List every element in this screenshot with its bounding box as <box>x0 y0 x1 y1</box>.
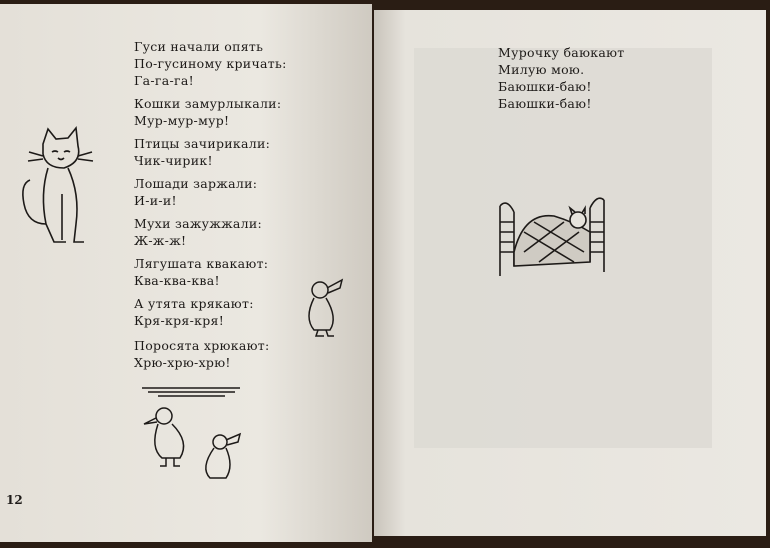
verse-line: Лошади заржали: <box>134 176 258 191</box>
verse-line: Чик-чирик! <box>134 153 213 168</box>
verse-line: Поросята хрюкают: <box>134 338 270 353</box>
duckling-illustration <box>300 274 350 340</box>
cat-illustration <box>18 124 102 246</box>
stanza-birds <box>134 135 270 169</box>
verse-line: Птицы зачирикали: <box>134 136 271 151</box>
verse-line: Баюшки-баю! <box>498 79 592 94</box>
verse-line: Кря-кря-кря! <box>134 313 225 328</box>
verse-line: По-гусиному кричать: <box>134 56 287 71</box>
stanza-flies <box>134 215 262 249</box>
verse-line: Мурочку баюкают <box>498 45 625 60</box>
verse-line: Кошки замурлыкали: <box>134 96 282 111</box>
ducklings-illustration <box>140 382 250 482</box>
stanza-frogs <box>134 255 268 289</box>
stanza-piglets <box>134 337 270 371</box>
verse-line: И-и-и! <box>134 193 177 208</box>
verse-line: Га-га-га! <box>134 73 194 88</box>
verse-line: Ж-ж-ж! <box>134 233 187 248</box>
verse-line: Лягушата квакают: <box>134 256 269 271</box>
verse-line: Хрю-хрю-хрю! <box>134 355 231 370</box>
cat-in-bed-illustration <box>494 192 614 282</box>
verse-line: Ква-ква-ква! <box>134 273 220 288</box>
left-page <box>0 4 372 542</box>
stanza-horses <box>134 175 257 209</box>
verse-line: Гуси начали опять <box>134 39 264 54</box>
stanza-geese <box>134 38 287 89</box>
stanza-lullaby <box>498 44 625 112</box>
verse-line: А утята крякают: <box>134 296 254 311</box>
verse-line: Мухи зажужжали: <box>134 216 263 231</box>
stanza-ducklings <box>134 295 254 329</box>
verse-line: Мур-мур-мур! <box>134 113 230 128</box>
verse-line: Баюшки-баю! <box>498 96 592 111</box>
right-page <box>374 10 766 536</box>
verse-line: Милую мою. <box>498 62 585 77</box>
stanza-cats <box>134 95 281 129</box>
page-number: 12 <box>6 493 23 507</box>
